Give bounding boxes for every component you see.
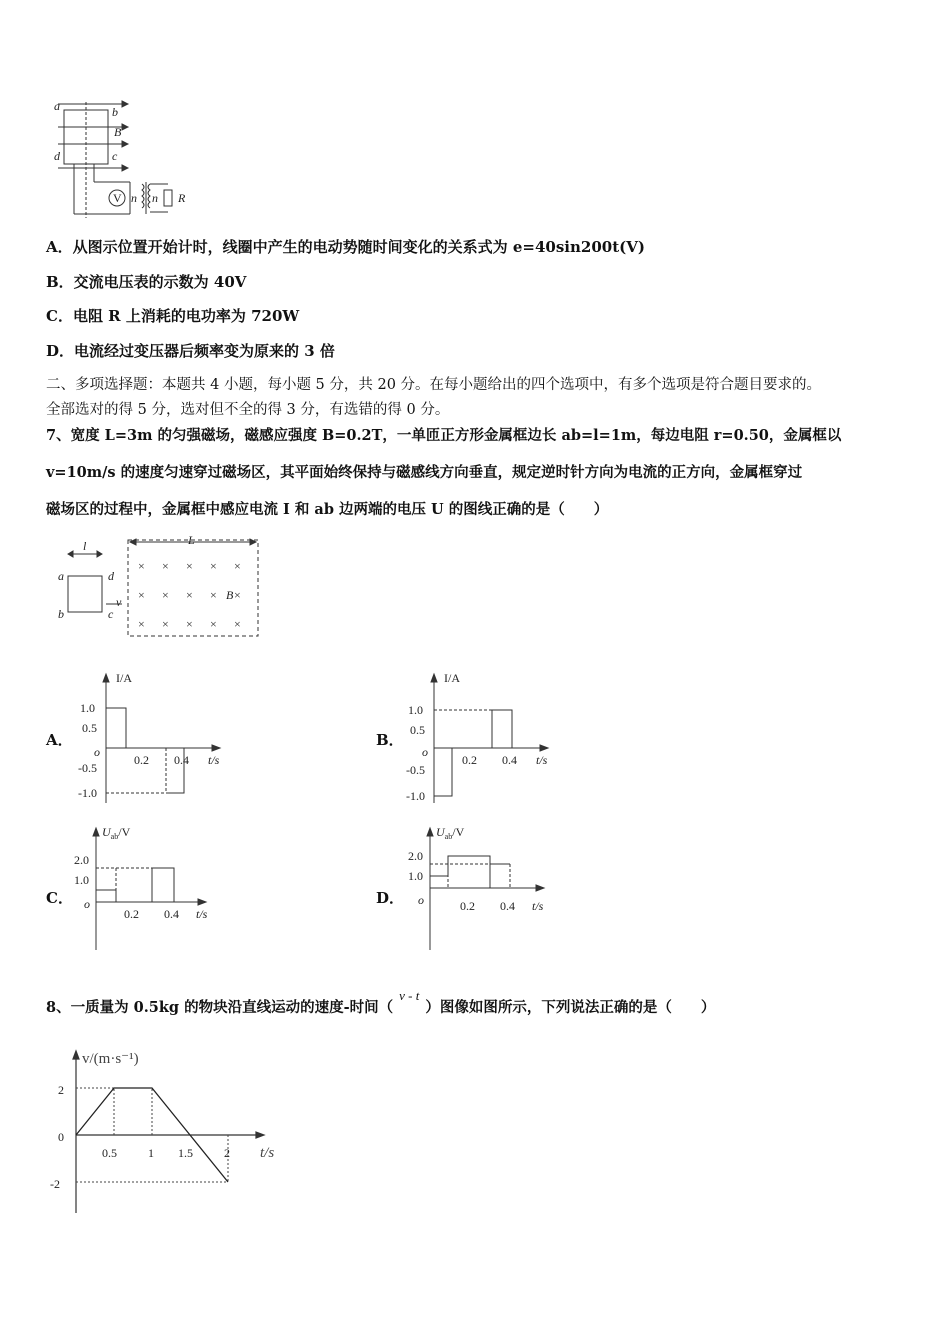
q7-option-b-graph[interactable] (404, 668, 564, 808)
q7a-xtick-1: 0.2 (134, 753, 149, 767)
chart-xlabel: t/s (260, 1145, 275, 1161)
svg-text:×: × (234, 588, 241, 602)
q7-field-figure (50, 532, 265, 642)
svg-text:×: × (186, 559, 193, 573)
svg-text:×: × (162, 559, 169, 573)
q7-option-b-label[interactable]: B． (376, 731, 404, 749)
q7a-xtick-2: 0.4 (174, 753, 189, 767)
q6-label-a: a (54, 99, 60, 113)
q8-text-after: ）图像如图所示，下列说法正确的是（ ） (425, 999, 716, 1016)
q7b-ytick-2: 0.5 (410, 723, 425, 737)
q8-vt-chart (40, 1045, 300, 1215)
svg-text:×: × (186, 588, 193, 602)
q6-label-d: d (54, 149, 60, 163)
q7a-ytick-4: -1.0 (78, 786, 97, 800)
q7-text-line3: 磁场区的过程中，金属框中感应电流 I 和 ab 边两端的电压 U 的图线正确的是（ ） (46, 501, 609, 518)
q7d-xtick-2: 0.4 (500, 899, 515, 913)
q7c-ytick-1: 2.0 (74, 853, 89, 867)
chart-ylabel: v/(m·s⁻¹) (82, 1051, 139, 1067)
section2-heading-line2: 全部选对的得 5 分，选对但不全的得 3 分，有选错的得 0 分。 (46, 402, 450, 418)
q6-label-n2: n (152, 191, 158, 205)
y-tick-label: 2 (58, 1083, 64, 1097)
q6-label-B: B (114, 125, 122, 139)
q7b-xtick-2: 0.4 (502, 753, 517, 767)
q7b-xtick-1: 0.2 (462, 753, 477, 767)
q8-text-before: 8、一质量为 0.5kg 的物块沿直线运动的速度-时间（ (46, 999, 394, 1016)
q7-label-d: d (108, 569, 114, 583)
q7d-xlabel: t/s (532, 899, 544, 913)
q7a-ylabel: I/A (116, 671, 132, 685)
svg-text:×: × (138, 588, 145, 602)
q7c-xtick-1: 0.2 (124, 907, 139, 921)
q7a-ytick-2: 0.5 (82, 721, 97, 735)
q6-option-d[interactable]: D．电流经过变压器后频率变为原来的 3 倍 (46, 342, 335, 360)
q6-label-b: b (112, 105, 118, 119)
svg-text:×: × (234, 617, 241, 631)
x-tick-label: 1.5 (178, 1146, 193, 1160)
q6-option-a[interactable]: A．从图示位置开始计时，线圈中产生的电动势随时间变化的关系式为 e=40sin200t(V) (46, 238, 645, 256)
q7-option-a-label[interactable]: A． (46, 731, 73, 749)
q8-text (46, 988, 716, 1017)
svg-text:×: × (138, 617, 145, 631)
y-axis-arrow (73, 1051, 79, 1059)
section2-heading-line1: 二、多项选择题：本题共 4 小题，每小题 5 分，共 20 分。在每小题给出的四个选项中，有多个选项是符合题目要求的。 (46, 377, 822, 393)
q7d-origin: o (418, 893, 424, 907)
svg-text:×: × (162, 617, 169, 631)
svg-text:×: × (186, 617, 193, 631)
q7-label-v: v (116, 595, 122, 609)
q7-label-c: c (108, 607, 114, 621)
q7a-origin: o (94, 745, 100, 759)
svg-text:×: × (210, 559, 217, 573)
q7b-ytick-1: 1.0 (408, 703, 423, 717)
q6-label-c: c (112, 149, 118, 163)
q7a-xlabel: t/s (208, 753, 220, 767)
svg-text:×: × (138, 559, 145, 573)
q7c-origin: o (84, 897, 90, 911)
q7c-ytick-2: 1.0 (74, 873, 89, 887)
q6-label-R: R (178, 191, 186, 205)
q7c-xlabel: t/s (196, 907, 208, 921)
svg-text:×: × (234, 559, 241, 573)
q6-label-n1: n (131, 191, 137, 205)
x-tick-label: 2 (224, 1146, 230, 1160)
q7a-ytick-3: -0.5 (78, 761, 97, 775)
q7d-ylabel: $U_{ab}/V$ (436, 825, 465, 841)
svg-text:×: × (210, 588, 217, 602)
q7-text-line2: v=10m/s 的速度匀速穿过磁场区，其平面始终保持与磁感线方向垂直，规定逆时针方向为电流的正方向，金属框穿过 (46, 464, 803, 481)
y-tick-label: -2 (50, 1177, 60, 1191)
q7c-xtick-2: 0.4 (164, 907, 179, 921)
q7-option-d-graph[interactable] (404, 822, 564, 952)
q7c-ylabel: $U_{ab}/V$ (102, 825, 131, 841)
q6-label-V: V (113, 191, 122, 205)
q7-option-a-graph[interactable] (76, 668, 236, 808)
q7b-ytick-4: -1.0 (406, 789, 425, 803)
x-tick-label: 0.5 (102, 1146, 117, 1160)
svg-text:×: × (210, 617, 217, 631)
x-tick-label: 1 (148, 1146, 154, 1160)
q7-label-l: l (83, 539, 87, 553)
q7a-ytick-1: 1.0 (80, 701, 95, 715)
q7d-xtick-1: 0.2 (460, 899, 475, 913)
q8-vt-label: v - t (399, 988, 420, 1003)
y-tick-label: 0 (58, 1130, 64, 1144)
q7b-ytick-3: -0.5 (406, 763, 425, 777)
q7-option-c-label[interactable]: C． (46, 889, 73, 907)
q7-label-a: a (58, 569, 64, 583)
q7d-ytick-1: 2.0 (408, 849, 423, 863)
q7-label-L: L (188, 533, 195, 547)
q7-option-c-graph[interactable] (74, 822, 234, 952)
q7b-origin: o (422, 745, 428, 759)
q7-label-B: B (226, 588, 234, 602)
svg-text:×: × (162, 588, 169, 602)
q7d-ytick-2: 1.0 (408, 869, 423, 883)
q7-option-d-label[interactable]: D． (376, 889, 405, 907)
q7b-ylabel: I/A (444, 671, 460, 685)
q6-option-c[interactable]: C．电阻 R 上消耗的电功率为 720W (46, 307, 300, 325)
q6-option-b[interactable]: B．交流电压表的示数为 40V (46, 273, 247, 291)
q7-text-line1: 7、宽度 L=3m 的匀强磁场，磁感应强度 B=0.2T，一单匝正方形金属框边长 ab=l=1m，每边电阻 r=0.50，金属框以 (46, 427, 842, 444)
x-axis-arrow (256, 1132, 264, 1138)
q6-generator-figure (50, 98, 200, 223)
q7-label-b: b (58, 607, 64, 621)
q7b-xlabel: t/s (536, 753, 548, 767)
